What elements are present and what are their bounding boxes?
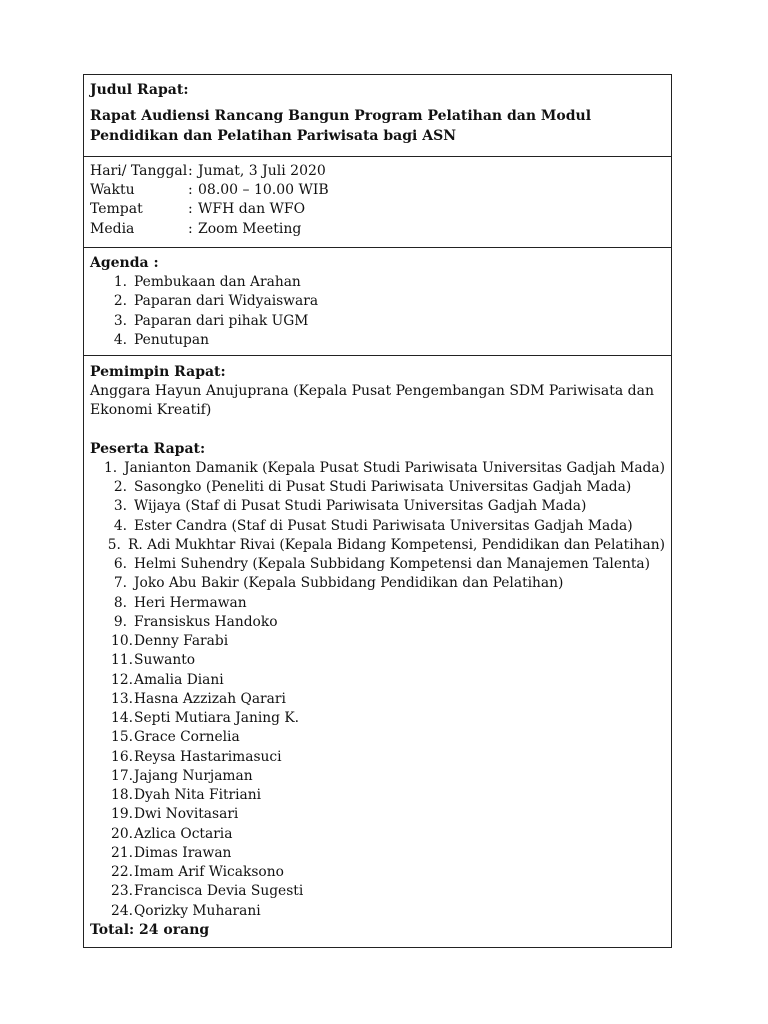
meeting-minutes-table	[83, 74, 672, 948]
participant-text: Jajang Nurjaman	[134, 767, 253, 784]
participant-item	[90, 728, 665, 747]
info-value: 08.00 – 10.00 WIB	[198, 182, 329, 199]
participant-item	[90, 690, 665, 709]
participant-text: Dimas Irawan	[134, 844, 232, 861]
info-value: Zoom Meeting	[198, 220, 302, 237]
leader-name-line-2: Ekonomi Kreatif)	[90, 402, 212, 419]
participant-text: Azlica Octaria	[134, 825, 233, 842]
participant-item	[90, 709, 665, 728]
participant-text: Dwi Novitasari	[134, 806, 239, 823]
participant-item	[90, 902, 665, 921]
participant-item	[90, 613, 665, 632]
participant-item	[90, 863, 665, 882]
agenda-cell	[84, 247, 671, 355]
info-key: Media	[90, 220, 135, 237]
info-row-time	[90, 181, 665, 200]
participant-text: Fransiskus Handoko	[134, 613, 278, 630]
list-number: 13.	[111, 690, 133, 707]
agenda-item	[90, 312, 665, 331]
list-number: 21.	[111, 844, 133, 861]
list-number: 17.	[111, 767, 133, 784]
leader-name-line-1: Anggara Hayun Anujuprana (Kepala Pusat Pengembangan SDM Pariwisata dan	[90, 383, 654, 400]
agenda-label: Agenda :	[90, 255, 159, 271]
list-number: 8.	[113, 594, 127, 611]
list-number: 22.	[111, 864, 133, 881]
participant-item	[90, 882, 665, 901]
list-number: 16.	[111, 748, 133, 765]
participant-text: Francisca Devia Sugesti	[134, 883, 304, 900]
participant-item	[90, 786, 665, 805]
participants-list	[90, 459, 665, 921]
participant-item	[90, 651, 665, 670]
list-number: 4.	[113, 331, 127, 348]
participant-text: Denny Farabi	[134, 633, 229, 650]
list-number: 5.	[107, 536, 121, 553]
info-cell	[84, 156, 671, 247]
participant-item	[90, 536, 665, 555]
info-key: Tempat	[90, 201, 143, 218]
agenda-item-text: Penutupan	[134, 331, 209, 348]
list-number: 4.	[113, 517, 127, 534]
list-number: 18.	[111, 787, 133, 804]
participant-text: Imam Arif Wicaksono	[134, 864, 284, 881]
title-cell	[84, 75, 671, 156]
info-key: Hari/ Tanggal	[90, 163, 188, 179]
list-number: 3.	[113, 312, 127, 329]
list-number: 20.	[111, 825, 133, 842]
agenda-item-text: Paparan dari Widyaiswara	[134, 293, 319, 310]
list-number: 7.	[113, 575, 127, 592]
info-sep: :	[188, 220, 193, 237]
list-number: 14.	[111, 710, 133, 727]
info-row-date	[90, 162, 665, 181]
participant-item	[90, 459, 665, 478]
list-number: 24.	[111, 902, 133, 919]
participant-item	[90, 805, 665, 824]
info-sep: :	[188, 182, 193, 199]
list-number: 10.	[111, 633, 133, 650]
info-key: Waktu	[90, 182, 135, 199]
agenda-item	[90, 292, 665, 311]
spacer	[90, 421, 665, 440]
participant-text: R. Adi Mukhtar Rivai (Kepala Bidang Kompetensi, Pendidikan dan Pelatihan)	[127, 536, 665, 553]
participant-text: Amalia Diani	[134, 671, 224, 688]
participant-text: Ester Candra (Staf di Pusat Studi Pariwisata Universitas Gadjah Mada)	[134, 517, 633, 534]
list-number: 15.	[111, 729, 133, 746]
participant-item	[90, 767, 665, 786]
participants-total: Total: 24 orang	[90, 921, 210, 938]
list-number: 6.	[113, 556, 127, 573]
agenda-item-text: Paparan dari pihak UGM	[134, 312, 309, 329]
list-number: 12.	[111, 671, 133, 688]
list-number: 3.	[113, 498, 127, 515]
participant-item	[90, 478, 665, 497]
participant-item	[90, 594, 665, 613]
participant-item	[90, 748, 665, 767]
info-value: Jumat, 3 Juli 2020	[198, 163, 326, 179]
list-number: 19.	[111, 806, 133, 823]
agenda-list	[90, 273, 665, 350]
title-label: Judul Rapat:	[90, 82, 189, 98]
participant-item	[90, 671, 665, 690]
participant-text: Grace Cornelia	[134, 729, 240, 746]
participant-text: Reysa Hastarimasuci	[134, 748, 282, 765]
participant-item	[90, 844, 665, 863]
participant-item	[90, 632, 665, 651]
agenda-item	[90, 331, 665, 350]
participant-text: Septi Mutiara Janing K.	[134, 710, 300, 727]
participants-label: Peserta Rapat:	[90, 440, 206, 457]
participant-text: Helmi Suhendry (Kepala Subbidang Kompetensi dan Manajemen Talenta)	[134, 556, 651, 573]
info-row-media	[90, 220, 665, 239]
participant-item	[90, 825, 665, 844]
participant-item	[90, 497, 665, 516]
participant-text: Heri Hermawan	[134, 594, 247, 611]
list-number: 23.	[111, 883, 133, 900]
participant-item	[90, 555, 665, 574]
info-row-place	[90, 200, 665, 219]
list-number: 9.	[113, 613, 127, 630]
participant-text: Hasna Azzizah Qarari	[134, 690, 286, 707]
participant-text: Joko Abu Bakir (Kepala Subbidang Pendidikan dan Pelatihan)	[134, 575, 564, 592]
list-number: 1.	[103, 459, 118, 476]
info-sep: :	[188, 163, 193, 179]
participant-item	[90, 517, 665, 536]
participant-text: Wijaya (Staf di Pusat Studi Pariwisata Universitas Gadjah Mada)	[134, 498, 587, 515]
participant-text: Janianton Damanik (Kepala Pusat Studi Pariwisata Universitas Gadjah Mada)	[124, 459, 665, 476]
agenda-item-text: Pembukaan dan Arahan	[134, 274, 301, 291]
info-sep: :	[188, 201, 193, 218]
list-number: 11.	[111, 652, 133, 669]
info-value: WFH dan WFO	[198, 201, 306, 218]
participant-text: Dyah Nita Fitriani	[134, 787, 262, 804]
people-cell	[84, 355, 671, 947]
participant-item	[90, 574, 665, 593]
agenda-item	[90, 273, 665, 292]
participant-text: Suwanto	[134, 652, 196, 669]
list-number: 1.	[113, 274, 127, 291]
participant-text: Qorizky Muharani	[134, 902, 261, 919]
meeting-title: Rapat Audiensi Rancang Bangun Program Pelatihan dan Modul Pendidikan dan Pelatihan Pariwisata bagi ASN	[90, 108, 592, 145]
list-number: 2.	[113, 479, 127, 496]
leader-label: Pemimpin Rapat:	[90, 364, 226, 380]
list-number: 2.	[113, 293, 127, 310]
participant-text: Sasongko (Peneliti di Pusat Studi Pariwisata Universitas Gadjah Mada)	[134, 479, 632, 496]
